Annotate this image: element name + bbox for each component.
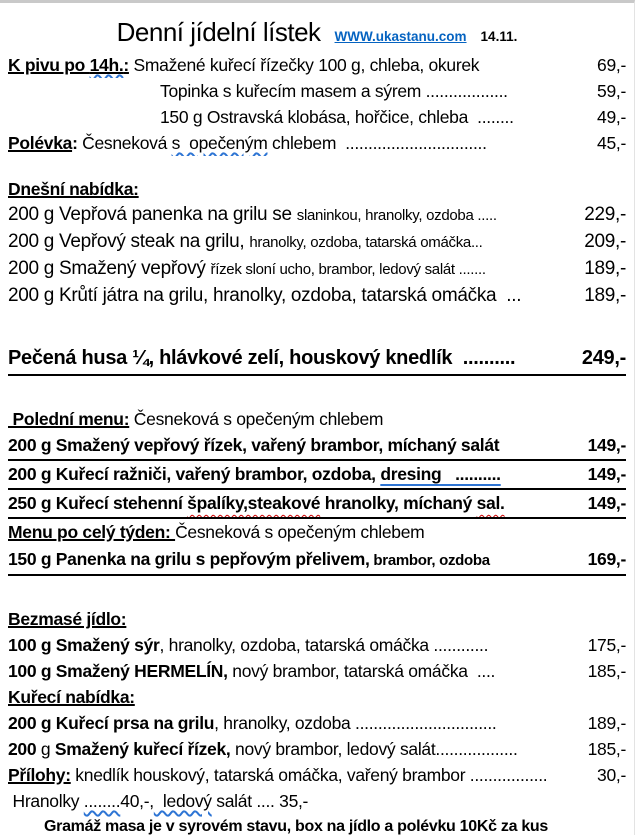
line-text xyxy=(8,202,580,229)
section-header-label: Bezmasé jídlo: xyxy=(8,609,127,629)
dish-text: Hranolky xyxy=(8,791,84,811)
dish-weight: 200 xyxy=(8,739,37,759)
dish-unit: g xyxy=(36,739,55,759)
menu-line-meatless-1 xyxy=(8,632,626,658)
menu-line-meatless-2 xyxy=(8,658,626,684)
price: 249,- xyxy=(581,347,626,369)
spellcheck-word: 14h. xyxy=(89,55,124,75)
line-text xyxy=(8,283,580,309)
menu-line-today-4 xyxy=(8,283,626,309)
dish-text-small: brambor, ozdoba xyxy=(369,552,490,569)
section-header-label: Dnešní nabídka: xyxy=(8,179,139,199)
dish-text: knedlík houskový, tatarská omáčka, vařený brambor ................. xyxy=(70,765,548,785)
spellcheck-word: ........ xyxy=(83,791,121,811)
price: 30,- xyxy=(597,765,626,785)
line-text xyxy=(8,461,584,488)
line-text xyxy=(8,52,593,78)
price: 49,- xyxy=(597,107,626,127)
price: 59,- xyxy=(597,81,626,101)
price: 45,- xyxy=(597,133,626,153)
menu-line-lunch-2 xyxy=(8,461,626,490)
line-text xyxy=(8,342,578,374)
dish-text: 250 g Kuřecí stehenní xyxy=(8,493,188,513)
dish-name: 200 g Kuřecí prsa na grilu xyxy=(8,713,215,733)
spellcheck-word: dresing .......... xyxy=(380,464,501,484)
dish-text: 150 g Ostravská klobása, hořčice, chleba ........ xyxy=(160,107,514,127)
line-text xyxy=(8,432,584,459)
section-header-meatless xyxy=(8,606,626,632)
colon: : xyxy=(72,133,83,153)
section-header-today xyxy=(8,176,626,202)
menu-line-today-2 xyxy=(8,229,626,256)
dish-text: Topinka s kuřecím masem a sýrem .................. xyxy=(160,81,508,101)
dish-text: 200 g Kuřecí ražniči, vařený brambor, ozdoba, xyxy=(8,464,381,484)
dish-text: chlebem ............................... xyxy=(267,133,487,153)
dish-text: Pečená husa ¼, hlávkové zelí, houskový knedlík .......... xyxy=(8,347,516,369)
menu-line-sides-extra xyxy=(8,788,626,814)
price: 149,- xyxy=(587,464,626,484)
dish-text-small: hranolky, ozdoba, tatarská omáčka... xyxy=(249,234,483,251)
dish-text: 200 g Smažený vepřový xyxy=(8,258,211,279)
spacer xyxy=(8,376,626,406)
price: 69,- xyxy=(597,55,626,75)
dish-name: 100 g Smažený sýr xyxy=(8,635,160,655)
dish-text: 200 g Krůtí játra na grilu, hranolky, ozdoba, tatarská omáčka ... xyxy=(8,285,522,306)
price: 209,- xyxy=(584,231,626,252)
dish-text-small: slaninkou, hranolky, ozdoba ..... xyxy=(296,207,497,224)
dish-text: hranolky, míchaný xyxy=(320,493,477,513)
section-header-lunch xyxy=(8,406,626,432)
page-title: Denní jídelní lístek xyxy=(116,17,321,47)
price: 185,- xyxy=(587,739,626,759)
line-text xyxy=(8,229,580,256)
menu-line-week xyxy=(8,519,626,546)
menu-line-chicken-1 xyxy=(8,710,626,736)
price: 175,- xyxy=(587,635,626,655)
dish-text-small: řízek sloní ucho, brambor, ledový salát ....... xyxy=(210,261,486,278)
price: 189,- xyxy=(587,713,626,733)
menu-line-lunch-4 xyxy=(8,546,626,576)
website-link[interactable]: WWW.ukastanu.com xyxy=(334,29,467,44)
price: 169,- xyxy=(587,549,626,569)
line-text xyxy=(160,78,593,104)
line-text xyxy=(8,736,584,762)
price: 185,- xyxy=(587,661,626,681)
dish-text: nový brambor, ledový salát.................. xyxy=(230,739,518,759)
line-text xyxy=(8,546,584,574)
date-label: 14.11. xyxy=(480,29,518,44)
menu-line-today-1 xyxy=(8,202,626,229)
line-text xyxy=(8,762,593,788)
menu-line-chicken-2 xyxy=(8,736,626,762)
spellcheck-word: sal. xyxy=(476,493,505,513)
line-text xyxy=(8,658,584,684)
spellcheck-word: špalíky,steakové xyxy=(187,493,321,513)
section-header-chicken xyxy=(8,684,626,710)
dish-name: 100 g Smažený HERMELÍN, xyxy=(8,661,228,681)
menu-page xyxy=(0,3,634,840)
spacer xyxy=(8,156,626,176)
kpivu-label: K pivu po 14h.: xyxy=(8,55,129,75)
dish-text: , hranolky, ozdoba, tatarská omáčka ............ xyxy=(159,635,489,655)
dish-text: 150 g Panenka na grilu s pepřovým přelivem, xyxy=(8,549,370,569)
spellcheck-word: s opečeným xyxy=(171,133,268,153)
dish-text: 40,-, xyxy=(120,791,154,811)
menu-line-kpivu-3 xyxy=(8,104,626,130)
line-text xyxy=(8,130,593,156)
menu-line-goose xyxy=(8,342,626,376)
dish-name: Smažený kuřecí řízek, xyxy=(54,739,231,759)
price: 189,- xyxy=(584,285,626,306)
line-text xyxy=(8,710,584,736)
dish-text: , hranolky, ozdoba ............................... xyxy=(214,713,497,733)
line-text xyxy=(8,256,580,283)
soup-label: Polévka xyxy=(8,133,73,153)
line-text xyxy=(8,490,584,517)
dish-text: 200 g Smažený vepřový řízek, vařený brambor, míchaný salát xyxy=(8,435,500,455)
menu-line-kpivu-1 xyxy=(8,52,626,78)
menu-line-lunch-1 xyxy=(8,432,626,461)
price: 149,- xyxy=(587,435,626,455)
dish-text: 200 g Vepřový steak na grilu, xyxy=(8,231,250,252)
price: 189,- xyxy=(584,258,626,279)
dish-text: 200 g Vepřová panenka na grilu se xyxy=(8,204,297,225)
soup-of-day: Česneková s opečeným chlebem xyxy=(175,522,425,542)
sides-label: Přílohy: xyxy=(8,765,71,785)
price: 229,- xyxy=(584,204,626,225)
week-label: Menu po celý týden: xyxy=(8,522,176,542)
soup-of-day: Česneková s opečeným chlebem xyxy=(129,409,384,429)
spacer xyxy=(8,309,626,342)
price: 149,- xyxy=(587,493,626,513)
dish-text: Smažené kuřecí řízečky 100 g, chleba, okurek xyxy=(128,55,480,75)
dish-text: salát .... 35,- xyxy=(211,791,309,811)
line-text xyxy=(8,632,584,658)
section-header-label: Kuřecí nabídka: xyxy=(8,687,135,707)
spellcheck-word: ledový xyxy=(153,791,212,811)
section-header-label: Polední menu: xyxy=(8,409,130,429)
dish-text: Česneková xyxy=(82,133,172,153)
spacer xyxy=(8,576,626,606)
menu-line-lunch-3 xyxy=(8,490,626,519)
footer-note: Gramáž masa je v syrovém stavu, box na jídlo a polévku 10Kč za kus xyxy=(44,818,548,835)
menu-line-soup xyxy=(8,130,626,156)
menu-line-today-3 xyxy=(8,256,626,283)
menu-line-kpivu-2 xyxy=(8,78,626,104)
dish-text: nový brambor, tatarská omáčka .... xyxy=(227,661,496,681)
title-bar xyxy=(8,7,626,52)
menu-line-sides xyxy=(8,762,626,788)
line-text xyxy=(160,104,593,130)
